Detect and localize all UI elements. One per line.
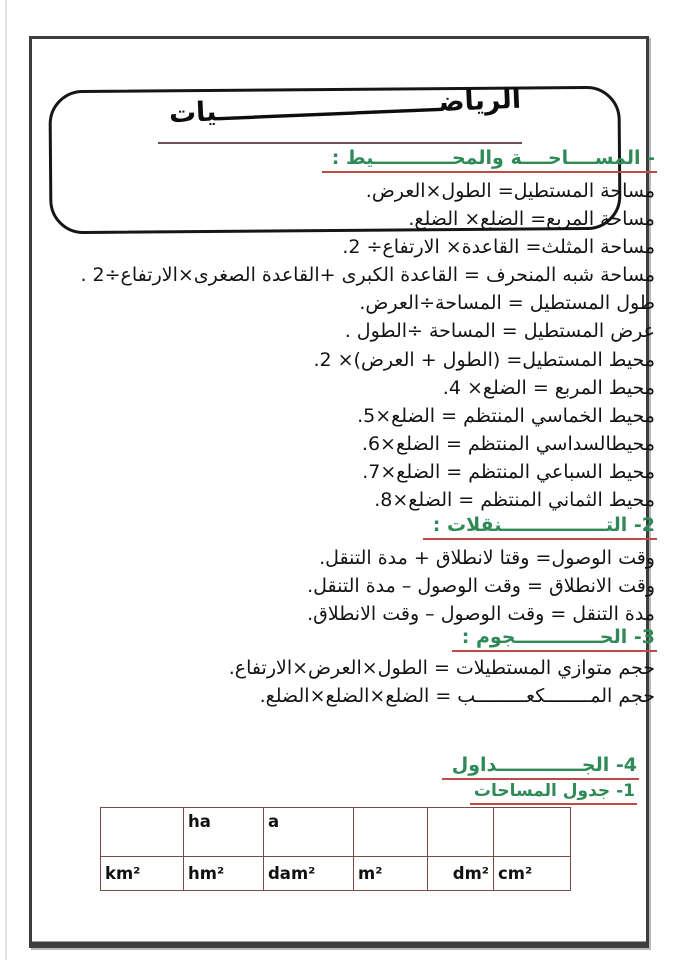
formula-line: عرض المستطيل = المساحة ÷الطول . [344, 320, 655, 343]
table-row-agrarian [101, 808, 571, 857]
section-heading-area-perimeter: - المســــاحــــة والمحــــــــــــيط : [322, 147, 657, 173]
formula-line: حجم المــــــــكعـــــــــب = الضلع×الضلع×الضلع. [259, 685, 655, 708]
formula-line: مساحة المربع= الضلع× الضلع. [408, 208, 655, 231]
formula-line: مدة التنقل = وقت الوصول – وقت الانطلاق. [307, 603, 655, 626]
section-area-perimeter-lines [36, 177, 655, 514]
table-cell-a: a [264, 808, 354, 857]
table-cell-dm2: dm² [428, 857, 494, 891]
section-heading-volumes: 3- الحـــــــــــــجوم : [452, 626, 657, 652]
table-cell-ha: ha [184, 808, 264, 857]
formula-line: محيط الثماني المنتظم = الضلع×8. [374, 489, 655, 512]
areas-conversion-table [100, 807, 571, 891]
table-row-metric [101, 857, 571, 891]
subheading-areas-table: 1- جدول المساحات [470, 781, 637, 805]
title-separator [158, 142, 522, 144]
formula-line: حجم متوازي المستطيلات = الطول×العرض×الارتفاع. [228, 657, 655, 679]
formula-line: محيط المستطيل= (الطول + العرض)× 2. [313, 348, 655, 371]
table-cell [354, 808, 428, 857]
photo-edge-artifact [5, 0, 7, 960]
table-cell-km2: km² [101, 857, 184, 891]
formula-line: محيطالسداسي المنتظم = الضلع×6. [361, 432, 655, 455]
formula-line: مساحة شبه المنحرف = القاعدة الكبرى +القاعدة الصغرى×الارتفاع÷2 . [80, 264, 655, 287]
formula-line: وقت الوصول= وقتا لانطلاق + مدة التنقل. [319, 547, 655, 569]
section-movements-lines [36, 544, 655, 628]
table-cell [428, 808, 494, 857]
formula-line: محيط الخماسي المنتظم = الضلع×5. [357, 404, 655, 427]
formula-line: طول المستطيل = المساحة÷العرض. [359, 292, 655, 315]
table-cell-dam2: dam² [264, 857, 354, 891]
section-heading-tables: 4- الجـــــــــــــداول [442, 754, 639, 780]
table-cell-hm2: hm² [184, 857, 264, 891]
formula-line: محيط السباعي المنتظم = الضلع×7. [362, 460, 655, 483]
table-cell [101, 808, 184, 857]
formula-line: مساحة المثلث= القاعدة× الارتفاع÷ 2. [342, 236, 655, 259]
table-cell-cm2: cm² [494, 857, 571, 891]
formula-line: محيط المربع = الضلع× 4. [442, 376, 655, 399]
page-title: الرياضــــــــــــــــــــــــيات [168, 83, 522, 130]
formula-line: مساحة المستطيل= الطول×العرض. [365, 180, 655, 202]
table-cell-m2: m² [354, 857, 428, 891]
section-volumes-lines [36, 654, 655, 710]
table-cell [494, 808, 571, 857]
formula-line: وقت الانطلاق = وقت الوصول – مدة التنقل. [307, 575, 655, 598]
section-heading-movements: 2- التــــــــــــــــنقلات : [423, 514, 657, 540]
